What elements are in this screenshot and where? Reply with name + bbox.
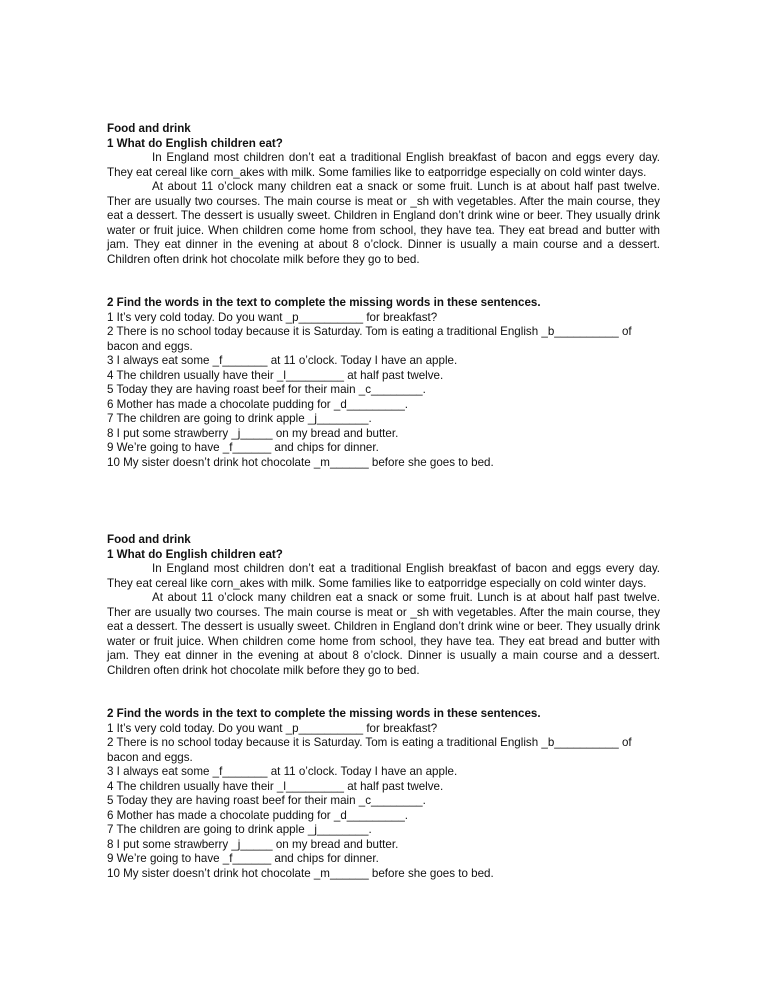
exercise-item: 3 I always eat some _f_______ at 11 o’clock. Today I have an apple. [107, 765, 458, 778]
exercise-item: 6 Mother has made a chocolate pudding for _d_________. [107, 397, 409, 411]
worksheet-section-1 [107, 122, 660, 470]
exercise-title: 2 Find the words in the text to complete the missing words in these sentences. [107, 296, 541, 309]
section-gap [107, 678, 660, 707]
section-title: Food and drink [107, 122, 191, 135]
reading-paragraph-2: At about 11 o’clock many children eat a snack or some fruit. Lunch is at about half past twelve. Ther are usually two courses. The main course is meat or _sh with vegetables. After the main course, they eat a dessert. The dessert is usually sweet. Children in England don’t drink wine or beer. They usually drink water or fruit juice. When children come home from school, they have tea. They eat bread and butter with jam. They eat dinner in the evening at about 8 o’clock. Dinner is usually a main course and a dessert. Children often drink hot chocolate milk before they go to bed. [107, 591, 660, 677]
exercise-item: 5 Today they are having roast beef for their main _c________. [107, 383, 426, 396]
exercise-item: 10 My sister doesn’t drink hot chocolate _m______ before she goes to bed. [107, 866, 494, 880]
reading-paragraph-1: In England most children don’t eat a traditional English breakfast of bacon and eggs every day. They eat cereal like corn_akes with milk. Some families like to eatporridge especially on cold winter days. [107, 151, 660, 179]
exercise-item: 8 I put some strawberry _j_____ on my bread and butter. [107, 837, 399, 851]
exercise-item: 4 The children usually have their _l_________ at half past twelve. [107, 368, 444, 382]
exercise-item: 9 We’re going to have _f______ and chips for dinner. [107, 852, 379, 865]
exercise-item: 1 It’s very cold today. Do you want _p__________ for breakfast? [107, 721, 438, 735]
exercise-item: 3 I always eat some _f_______ at 11 o’clock. Today I have an apple. [107, 354, 458, 367]
reading-paragraph-1: In England most children don’t eat a traditional English breakfast of bacon and eggs every day. They eat cereal like corn_akes with milk. Some families like to eatporridge especially on cold winter days. [107, 562, 660, 590]
exercise-item: 5 Today they are having roast beef for their main _c________. [107, 794, 426, 807]
exercise-list [107, 722, 660, 882]
section-subtitle: 1 What do English children eat? [107, 136, 283, 150]
exercise-item: 2 There is no school today because it is Saturday. Tom is eating a traditional English _b__________ of bacon and eggs. [107, 325, 632, 353]
exercise-item: 6 Mother has made a chocolate pudding for _d_________. [107, 808, 409, 822]
exercise-item: 10 My sister doesn’t drink hot chocolate _m______ before she goes to bed. [107, 455, 494, 469]
exercise-item: 2 There is no school today because it is Saturday. Tom is eating a traditional English _b__________ of bacon and eggs. [107, 736, 632, 764]
reading-paragraph-2: At about 11 o’clock many children eat a snack or some fruit. Lunch is at about half past twelve. Ther are usually two courses. The main course is meat or _sh with vegetables. After the main course, they eat a dessert. The dessert is usually sweet. Children in England don’t drink wine or beer. They usually drink water or fruit juice. When children come home from school, they have tea. They eat bread and butter with jam. They eat dinner in the evening at about 8 o’clock. Dinner is usually a main course and a dessert. Children often drink hot chocolate milk before they go to bed. [107, 180, 660, 266]
exercise-item: 8 I put some strawberry _j_____ on my bread and butter. [107, 426, 399, 440]
exercise-item: 9 We’re going to have _f______ and chips for dinner. [107, 441, 379, 454]
worksheet-section-2 [107, 533, 660, 881]
exercise-item: 1 It’s very cold today. Do you want _p__________ for breakfast? [107, 310, 438, 324]
exercise-item: 4 The children usually have their _l_________ at half past twelve. [107, 779, 444, 793]
exercise-title: 2 Find the words in the text to complete the missing words in these sentences. [107, 707, 541, 720]
section-gap [107, 267, 660, 296]
exercise-list [107, 311, 660, 471]
exercise-item: 7 The children are going to drink apple _j________. [107, 412, 372, 425]
section-title: Food and drink [107, 533, 191, 546]
section-subtitle: 1 What do English children eat? [107, 547, 283, 561]
exercise-item: 7 The children are going to drink apple _j________. [107, 823, 372, 836]
